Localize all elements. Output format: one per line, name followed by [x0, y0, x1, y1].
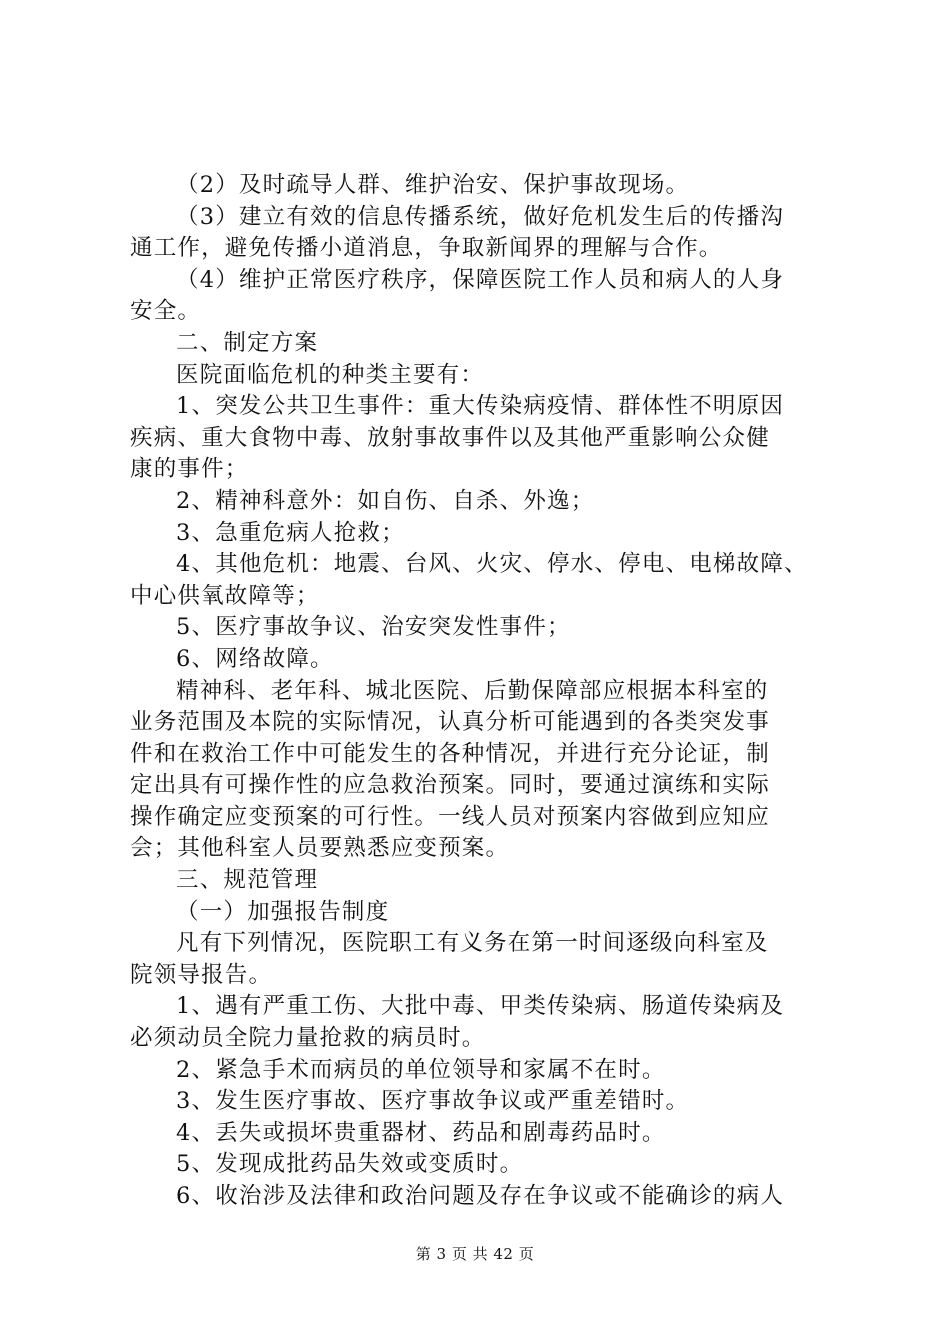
- text-line: 定出具有可操作性的应急救治预案。同时，要通过演练和实际: [130, 772, 770, 799]
- document-body: [130, 170, 842, 1213]
- text-line: 操作确定应变预案的可行性。一线人员对预案内容做到应知应: [130, 803, 770, 830]
- text-line: （2）及时疏导人群、维护治安、保护事故现场。: [176, 172, 690, 198]
- text-line: 二、制定方案: [176, 329, 319, 356]
- text-line: 必须动员全院力量抢救的病员时。: [130, 1025, 486, 1052]
- text-line: 4、丢失或损坏贵重器材、药品和剧毒药品时。: [176, 1119, 666, 1146]
- text-line: （4）维护正常医疗秩序，保障医院工作人员和病人的人身: [176, 266, 785, 293]
- text-line: 2、精神科意外：如自伤、自杀、外逸；: [176, 487, 595, 514]
- text-line: （一）加强报告制度: [176, 898, 390, 925]
- text-line: 2、紧急手术而病员的单位领导和家属不在时。: [176, 1056, 666, 1083]
- text-line: 通工作，避免传播小道消息，争取新闻界的理解与合作。: [130, 235, 723, 262]
- page-footer: 第 3 页 共 42 页: [415, 1245, 535, 1263]
- text-line: 业务范围及本院的实际情况，认真分析可能遇到的各类突发事: [130, 709, 770, 736]
- text-line: 6、收治涉及法律和政治问题及存在争议或不能确诊的病人: [176, 1183, 785, 1209]
- text-line: 1、遇有严重工伤、大批中毒、甲类传染病、肠道传染病及: [176, 993, 785, 1020]
- text-line: 安全。: [130, 298, 202, 325]
- text-line: 三、规范管理: [176, 867, 319, 894]
- text-line: 3、发生医疗事故、医疗事故争议或严重差错时。: [176, 1088, 690, 1115]
- text-line: 院领导报告。: [130, 961, 273, 988]
- text-line: 疾病、重大食物中毒、放射事故事件以及其他严重影响公众健: [130, 424, 770, 451]
- text-line: 3、急重危病人抢救；: [176, 519, 405, 546]
- text-line: 精神科、老年科、城北医院、后勤保障部应根据本科室的: [176, 677, 769, 704]
- text-line: 5、发现成批药品失效或变质时。: [176, 1151, 524, 1178]
- text-line: （3）建立有效的信息传播系统，做好危机发生后的传播沟: [176, 203, 785, 230]
- text-line: 件和在救治工作中可能发生的各种情况，并进行充分论证，制: [130, 740, 770, 767]
- text-line: 中心供氧故障等；: [130, 582, 320, 609]
- text-line: 6、网络故障。: [176, 645, 334, 672]
- text-line: 康的事件；: [130, 456, 249, 483]
- text-line: 凡有下列情况，医院职工有义务在第一时间逐级向科室及: [176, 930, 769, 957]
- text-line: 医院面临危机的种类主要有：: [176, 361, 485, 388]
- text-line: 1、突发公共卫生事件：重大传染病疫情、群体性不明原因: [176, 393, 785, 420]
- text-line: 5、医疗事故争议、治安突发性事件；: [176, 614, 571, 641]
- text-line: 会；其他科室人员要熟悉应变预案。: [130, 835, 510, 862]
- text-line: 4、其他危机：地震、台风、火灾、停水、停电、电梯故障、: [176, 551, 808, 578]
